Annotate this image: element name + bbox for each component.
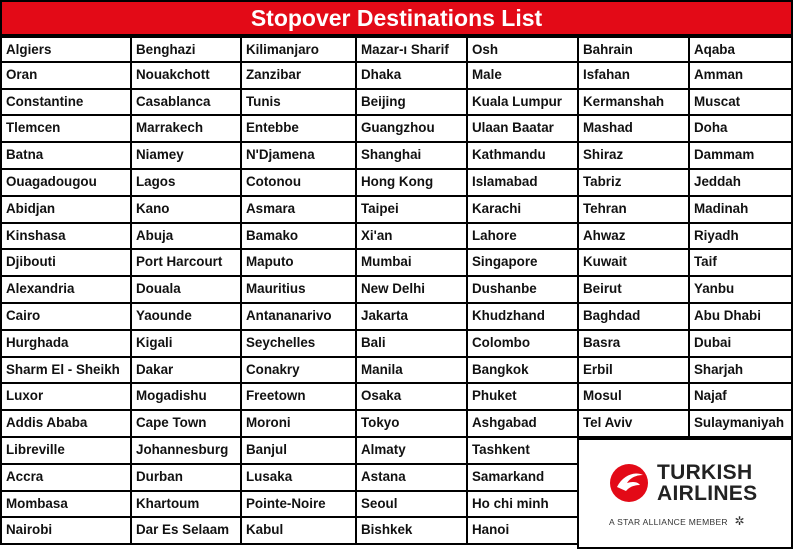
destination-cell: Cairo [0,304,132,331]
destination-cell: Amman [688,63,793,90]
destination-cell: Hurghada [0,331,132,358]
destination-cell: Mogadishu [130,384,242,411]
destination-cell: Yaounde [130,304,242,331]
destination-cell: Sulaymaniyah [688,411,793,438]
destination-cell: Dushanbe [466,277,579,304]
destination-cell: Mosul [577,384,690,411]
destinations-grid [0,36,793,549]
destination-cell: Riyadh [688,224,793,251]
destination-cell: Mauritius [240,277,357,304]
destination-cell: Karachi [466,197,579,224]
destination-cell: Ashgabad [466,411,579,438]
destination-cell: Nairobi [0,518,132,545]
destination-cell: Ouagadougou [0,170,132,197]
destination-cell: Beijing [355,90,468,117]
destination-cell: Libreville [0,438,132,465]
crane-logo-icon [609,463,649,503]
destination-cell: Manila [355,358,468,385]
brand-line-1: TURKISH [657,461,753,484]
destination-cell: Ho chi minh [466,492,579,519]
destination-cell: Tokyo [355,411,468,438]
destination-cell: Hong Kong [355,170,468,197]
destination-cell: Dubai [688,331,793,358]
destination-cell: Oran [0,63,132,90]
destination-cell: Beirut [577,277,690,304]
destination-cell: Maputo [240,250,357,277]
destination-cell: Ulaan Baatar [466,116,579,143]
destination-cell: Tehran [577,197,690,224]
destination-cell: Abuja [130,224,242,251]
page-title: Stopover Destinations List [0,0,793,36]
destination-cell: Kabul [240,518,357,545]
destination-cell: Pointe-Noire [240,492,357,519]
destination-cell: Astana [355,465,468,492]
destination-cell: Luxor [0,384,132,411]
destination-cell: Samarkand [466,465,579,492]
destination-cell: Marrakech [130,116,242,143]
destination-cell: Dhaka [355,63,468,90]
destination-cell: Singapore [466,250,579,277]
destination-cell: Xi'an [355,224,468,251]
destination-cell: Cotonou [240,170,357,197]
destination-cell: Tel Aviv [577,411,690,438]
destination-cell: Jakarta [355,304,468,331]
star-alliance-icon: ✲ [734,514,745,528]
destination-cell: Addis Ababa [0,411,132,438]
destination-cell: Phuket [466,384,579,411]
destination-cell: Sharjah [688,358,793,385]
destination-cell: Jeddah [688,170,793,197]
brand-line-2: AIRLINES [657,482,758,505]
star-alliance-label [609,514,745,528]
destination-cell: Mazar-ı Sharif [355,36,468,63]
destination-cell: Mombasa [0,492,132,519]
destination-cell: Taif [688,250,793,277]
destination-cell: Khartoum [130,492,242,519]
destination-cell: Niamey [130,143,242,170]
destination-cell: Moroni [240,411,357,438]
destination-cell: Lahore [466,224,579,251]
destination-cell: Port Harcourt [130,250,242,277]
destination-cell: Hanoi [466,518,579,545]
destination-cell: Lusaka [240,465,357,492]
destination-cell: Djibouti [0,250,132,277]
destination-cell: Bishkek [355,518,468,545]
destination-cell: Cape Town [130,411,242,438]
destination-cell: N'Djamena [240,143,357,170]
destination-cell: Kathmandu [466,143,579,170]
destination-cell: Muscat [688,90,793,117]
destination-cell: Nouakchott [130,63,242,90]
destination-cell: Casablanca [130,90,242,117]
destination-cell: Bangkok [466,358,579,385]
destination-cell: Antananarivo [240,304,357,331]
destination-cell: Kigali [130,331,242,358]
destination-cell: Kuala Lumpur [466,90,579,117]
destination-cell: Entebbe [240,116,357,143]
destination-cell: Conakry [240,358,357,385]
destination-cell: Douala [130,277,242,304]
destination-cell: Zanzibar [240,63,357,90]
destination-cell: Shanghai [355,143,468,170]
destination-cell: Banjul [240,438,357,465]
destination-cell: Taipei [355,197,468,224]
destination-cell: Erbil [577,358,690,385]
destination-cell: Durban [130,465,242,492]
turkish-airlines-logo [609,462,757,504]
destination-cell: Shiraz [577,143,690,170]
destination-cell: Bahrain [577,36,690,63]
destination-cell: Yanbu [688,277,793,304]
destination-cell: Algiers [0,36,132,63]
destination-cell: Ahwaz [577,224,690,251]
destination-cell: Dammam [688,143,793,170]
destination-cell: Almaty [355,438,468,465]
destination-cell: Asmara [240,197,357,224]
destination-cell: Osaka [355,384,468,411]
destination-cell: Aqaba [688,36,793,63]
destination-cell: Dar Es Selaam [130,518,242,545]
destination-cell: Basra [577,331,690,358]
destination-cell: Bamako [240,224,357,251]
destination-cell: Seoul [355,492,468,519]
destination-cell: Doha [688,116,793,143]
alliance-text: A STAR ALLIANCE MEMBER [609,517,728,527]
destination-cell: Sharm El - Sheikh [0,358,132,385]
destination-cell: Isfahan [577,63,690,90]
destination-cell: Guangzhou [355,116,468,143]
destination-cell: Kermanshah [577,90,690,117]
destination-cell: Kuwait [577,250,690,277]
destination-cell: Bali [355,331,468,358]
destination-cell: Abidjan [0,197,132,224]
destination-cell: Najaf [688,384,793,411]
destination-cell: Accra [0,465,132,492]
destination-cell: Benghazi [130,36,242,63]
destination-cell: Islamabad [466,170,579,197]
destination-cell: Tlemcen [0,116,132,143]
destination-cell: Johannesburg [130,438,242,465]
destination-cell: Alexandria [0,277,132,304]
destination-cell: Lagos [130,170,242,197]
destination-cell: Kano [130,197,242,224]
destination-cell: Mumbai [355,250,468,277]
destination-cell: New Delhi [355,277,468,304]
destination-cell: Colombo [466,331,579,358]
destination-cell: Osh [466,36,579,63]
destination-cell: Batna [0,143,132,170]
destination-cell: Kinshasa [0,224,132,251]
destination-cell: Seychelles [240,331,357,358]
airline-logo-box [577,438,793,549]
destination-cell: Tabriz [577,170,690,197]
destination-cell: Khudzhand [466,304,579,331]
destination-cell: Kilimanjaro [240,36,357,63]
destination-cell: Constantine [0,90,132,117]
destination-cell: Tashkent [466,438,579,465]
destination-cell: Abu Dhabi [688,304,793,331]
destination-cell: Baghdad [577,304,690,331]
destination-cell: Mashad [577,116,690,143]
destination-cell: Tunis [240,90,357,117]
destination-cell: Madinah [688,197,793,224]
destination-cell: Freetown [240,384,357,411]
destination-cell: Dakar [130,358,242,385]
destination-cell: Male [466,63,579,90]
